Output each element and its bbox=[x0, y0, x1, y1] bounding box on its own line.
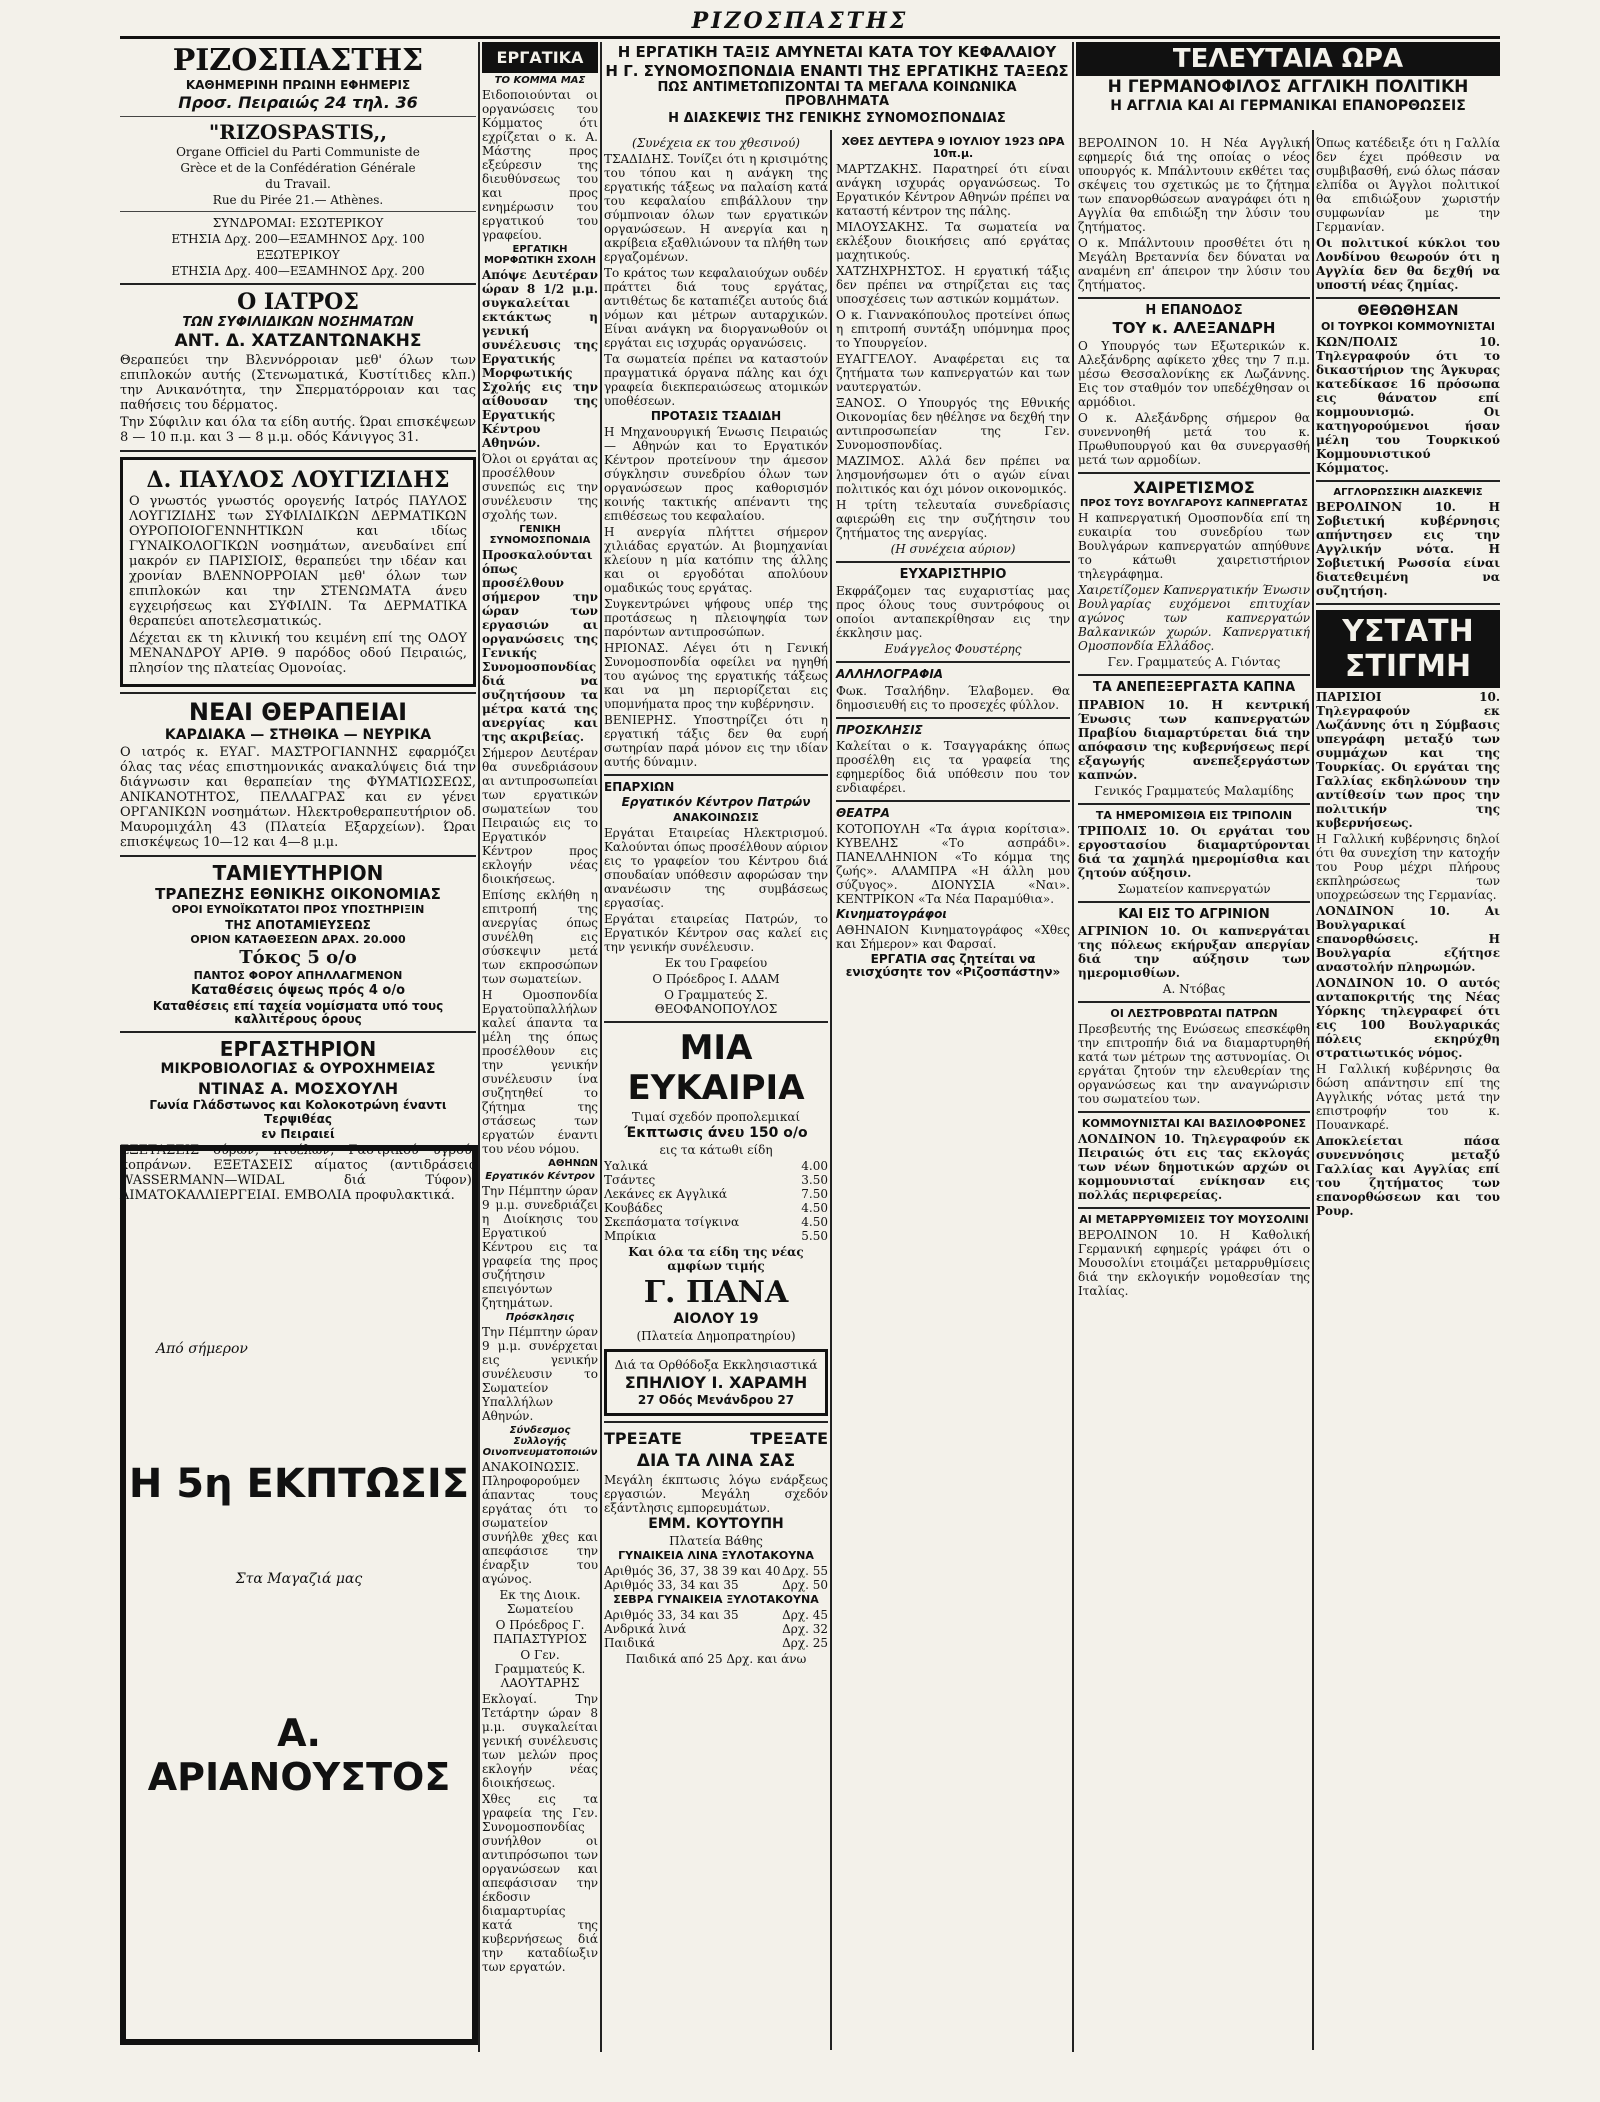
patras-signature: Εκ του Γραφείου bbox=[664, 955, 768, 970]
ergatika-section: Σύνδεσμος Συλλογής Οινοπνευματοποιών bbox=[482, 1425, 598, 1458]
eukairia-ad bbox=[604, 1028, 828, 1417]
news-paragraph: Η Γαλλική κυβέρνησις δηλοί ότι θα συνεχίση την κατοχήν του Ρουρ μέχρι πλήρους εκπληρώσεως των υποχρεώσεων της Γερμανίας. bbox=[1316, 832, 1500, 903]
news-paragraph: ΤΡΙΠΟΛΙΣ 10. Οι εργάται του εργοστασίου διαμαρτύρονται διά τα χαμηλά ημερομίσθια και ζητούν αύξησιν. bbox=[1078, 823, 1310, 880]
running-head: ΡΙΖΟΣΠΑΣΤΗΣ bbox=[691, 8, 909, 34]
subscriptions-title: ΣΥΝΔΡΟΜΑΙ: ΕΣΩΤΕΡΙΚΟΥ bbox=[212, 215, 384, 230]
ergatika-paragraph: Προσκαλούνται όπως προσέλθουν σήμερον την ώραν των εργασιών αι οργανώσεις της Γενικής Συνομοσπονδίας διά να συζητήσουν τα μέτρα κατά της ανεργίας και της ακριβείας. bbox=[482, 548, 598, 744]
invitation-heading: ΠΡΟΣΚΛΗΣΙΣ bbox=[836, 722, 923, 737]
tresate-item-price: Δρχ. 25 bbox=[782, 1636, 828, 1651]
sale-advertisement bbox=[120, 1142, 478, 2045]
column-rule bbox=[478, 42, 480, 2052]
tresate-item bbox=[604, 1608, 828, 1622]
eukairia-note: Και όλα τα είδη της νέας αμφίων τιμής bbox=[628, 1245, 804, 1274]
ergatika-signature: Ο Πρόεδρος Γ. ΠΑΠΑΣΤΥΡΙΟΣ bbox=[493, 1618, 587, 1646]
lead-paragraph: ΜΑΡΤΖΑΚΗΣ. Παρατηρεί ότι είναι ανάγκη ισχυράς οργανώσεως. Το Εργατικόν Κέντρον Αθηνών πρέπει να καταστή κέντρον της πάλης. bbox=[836, 162, 1070, 219]
masthead-address: Προσ. Πειραιώς 24 τηλ. 36 bbox=[178, 93, 418, 113]
tresate-heading: ΤΡΕΞΑΤΕ bbox=[750, 1429, 828, 1449]
lab-title: ΕΡΓΑΣΤΗΡΙΟΝ bbox=[219, 1037, 377, 1062]
sale-sub: Στα Μαγαζιά μας bbox=[235, 1571, 363, 1587]
tresate-item-price: Δρχ. 32 bbox=[782, 1622, 828, 1637]
ergatika-city: ΑΘΗΝΩΝ bbox=[548, 1158, 598, 1169]
latin-line: Grèce et de la Confédération Générale bbox=[180, 160, 416, 175]
top-rule bbox=[120, 36, 1500, 39]
tresate-item-label: Αριθμός 36, 37, 38 39 και 40 bbox=[604, 1563, 781, 1578]
news-paragraph: Ο κ. Μπάλντουιν προσθέτει ότι η Μεγάλη Βρεταννία δεν δύναται να αναμένη επ' άπειρον την λύσιν του ζητήματος. bbox=[1078, 236, 1310, 292]
sale-headline: Η 5η ΕΚΠΤΩΣΙΣ bbox=[128, 1461, 470, 1507]
news-paragraph: Η καπνεργατική Ομοσπονδία επί τη ευκαιρία του συνεδρίου των Βουλγάρων καπνεργατών απηύθυνε το κάτωθι χαιρετιστήριον τηλεγράφημα. bbox=[1078, 511, 1310, 582]
lead-dateline: ΧΘΕΣ ΔΕΥΤΕΡΑ 9 ΙΟΥΛΙΟΥ 1923 ΩΡΑ 10π.μ. bbox=[841, 135, 1065, 161]
pavlos-body: Ο γνωστός γνωστός ορογενής Ιατρός ΠΑΥΛΟΣ ΛΟΥΓΙΖΙΔΗΣ των ΣΥΦΙΛΙΔΙΚΩΝ ΔΕΡΜΑΤΙΚΩΝ ΟΥΡΟΠΟΙΟΓΕΝΝΗΤΙΚΩΝ και ιδίως ΓΥΝΑΙΚΟΛΟΓΙΚΩΝ νοσημάτων, ανευδαίνει επί μακρόν εν ΠΑΡΙΣΙΟΙΣ, θεραπεύει την ιδέαν και χρονίαν ΒΛΕΝΝΟΡΡΟΙΑΝ μεθ' όλων των επιπλοκών και την ΣΤΕΝΩΜΑΤΑ άνευ εγχειρήσεως και ΣΥΦΙΛΙΝ. Τα ΔΕΡΜΑΤΙΚΑ θεραπεύει αποτελεσματικώς. bbox=[129, 494, 467, 630]
eukairia-item-price: 5.50 bbox=[801, 1229, 828, 1244]
news-paragraph: ΠΑΡΙΣΙΟΙ 10. Τηλεγραφούν εκ Λωζάννης ότι η Σύμβασις υπεγράφη μεταξύ των συμμάχων και της Τουρκίας. Οι εργάται της Γαλλίας εκδηλώνουν την αντίθεσίν των προς την πολιτικήν της κυβερνήσεως. bbox=[1316, 690, 1500, 831]
savings-rate: Τόκος 5 ο/ο bbox=[239, 946, 357, 968]
tresate-item-label: Ανδρικά λινά bbox=[604, 1622, 687, 1637]
pavlos-ad bbox=[120, 457, 476, 687]
pavlos-contact: Δέχεται εκ τη κλινική του κειμένη επί της ΟΔΟΥ ΜΕΝΑΝΔΡΟΥ ΑΡΙΘ. 9 παρόδος οδού Πειραιώς, πλησίον της πλατείας Ομονοίας. bbox=[129, 631, 467, 677]
eukairia-name: Γ. ΠΑΝΑ bbox=[643, 1275, 789, 1311]
therapies-sub: ΚΑΡΔΙΑΚΑ — ΣΤΗΘΙΚΑ — ΝΕΥΡΙΚΑ bbox=[164, 726, 432, 743]
ergatika-title: ΕΡΓΑΤΙΚΑ bbox=[482, 42, 598, 73]
ergatika-section: ΓΕΝΙΚΗ ΣΥΝΟΜΟΣΠΟΝΔΙΑ bbox=[489, 524, 591, 546]
correspondence-heading: ΑΛΛΗΛΟΓΡΑΦΙΑ bbox=[836, 667, 944, 682]
tresate-address: Πλατεία Βάθης bbox=[669, 1533, 763, 1548]
theatres-heading: ΘΕΑΤΡΑ bbox=[836, 805, 890, 820]
ergatika-paragraph: Την Πέμπτην ώραν 9 μ.μ. συνεδριάζει η Διοίκησις του Εργατικού Κέντρου εις τα γραφεία της προς συζήτησιν επειγόντων ζητημάτων. bbox=[482, 1184, 598, 1310]
ergatia-appeal: ΕΡΓΑΤΙΑ σας ζητείται να ενισχύσητε τον «Ριζοσπάστην» bbox=[845, 952, 1061, 980]
savings-line: ΤΡΑΠΕΖΗΣ ΕΘΝΙΚΗΣ ΟΙΚΟΝΟΜΙΑΣ bbox=[155, 884, 441, 903]
savings-line: ΤΗΣ ΑΠΟΤΑΜΙΕΥΣΕΩΣ bbox=[225, 917, 371, 932]
eukairia-sub: εις τα κάτωθι είδη bbox=[659, 1143, 773, 1158]
lead-paragraph: Συγκεντρώνει ψήφους υπέρ της προτάσεως η πλειοψηφία των παρόντων αντιπροσώπων. bbox=[604, 597, 828, 640]
patras-heading: Εργατικόν Κέντρον Πατρών bbox=[621, 795, 811, 810]
ergatika-paragraph: Η Ομοσπονδία Εργατοϋπαλλήλων καλεί άπαντα τα μέλη της όπως προσέλθουν εις την γενικήν συνέλευσιν ίνα συζητηθεί το ζήτημα της στάσεως των εργατών έναντι του νέου νόμου. bbox=[482, 988, 598, 1156]
tresate-name: ΕΜΜ. ΚΟΥΤΟΥΠΗ bbox=[648, 1515, 784, 1532]
eukairia-item-label: Λεκάνες εκ Αγγλικά bbox=[604, 1187, 727, 1202]
ergatika-paragraph: Όλοι οι εργάται ας προσέλθουν συνεπώς εις την συνέλευσιν της σχολής των. bbox=[482, 452, 598, 522]
subscriptions-line: ΕΤΗΣΙΑ Δρχ. 200—ΕΞΑΜΗΝΟΣ Δρχ. 100 bbox=[171, 231, 425, 246]
news-heading: ΑΓΓΛΟΡΩΣΣΙΚΗ ΔΙΑΣΚΕΨΙΣ bbox=[1333, 487, 1483, 499]
lead-paragraph: Η τρίτη τελευταία συνεδρίασις αφιερώθη εις την συζήτησιν του ζητήματος της ανεργίας. bbox=[836, 498, 1070, 541]
left-column bbox=[120, 42, 476, 1203]
therapies-body: Ο ιατρός κ. ΕΥΑΓ. ΜΑΣΤΡΟΓΙΑΝΝΗΣ εφαρμόζει όλας τας νέας επιστημονικάς ανακαλύψεις διά την διάγνωσιν και θεραπείαν της ΦΥΜΑΤΙΩΣΕΩΣ, ΑΝΙΚΑΝΟΤΗΤΟΣ, ΠΕΛΛΑΓΡΑΣ και εν γένει ΟΡΓΑΝΙΚΩΝ νοσημάτων. Ηλεκτροθεραπευτήριον οδ. Μαυρομιχάλη 43 (Πλατεία Εξαρχείων). Ώραι επισκέψεως 10—12 και 4—8 μ.μ. bbox=[120, 744, 476, 850]
lead-subhead: ΠΡΟΤΑΣΙΣ ΤΣΑΔΙΔΗ bbox=[650, 409, 782, 423]
lead-paragraph: ΕΥΑΓΓΕΛΟΥ. Αναφέρεται εις τα ζητήματα των καπνεργατών και των ναυτεργατών. bbox=[836, 352, 1070, 395]
cinemas-body: ΑΘΗΝΑΙΟΝ Κινηματογράφος «Χθες και Σήμερον» και Φαρσαί. bbox=[836, 923, 1070, 952]
lab-line: εν Πειραιεί bbox=[261, 1126, 335, 1141]
ergatika-paragraph: Σήμερον Δευτέραν θα συνεδριάσουν αι αντιπροσωπείαι των εργατικών σωματείων του Πειραιώς εις το Εργατικόν Κέντρον προς εκλογήν νέας διοικήσεως. bbox=[482, 746, 598, 886]
thanks-heading: ΕΥΧΑΡΙΣΤΗΡΙΟ bbox=[899, 567, 1007, 583]
tresate-item bbox=[604, 1578, 828, 1592]
ergatika-section: ΕΡΓΑΤΙΚΗ ΜΟΡΦΩΤΙΚΗ ΣΧΟΛΗ bbox=[483, 244, 597, 266]
lead-headline-block bbox=[604, 42, 1070, 130]
column-rule bbox=[1072, 42, 1074, 2052]
last-hour-column-left bbox=[1078, 134, 1310, 2050]
news-heading: ΟΙ ΤΟΥΡΚΟΙ ΚΟΜΜΟΥΝΙΣΤΑΙ bbox=[1321, 320, 1495, 334]
news-paragraph: Αποκλείεται πάσα συνεννόησις μεταξύ Γαλλίας και Αγγλίας επί του ζητήματος των επανορθώσεων και του Ρουρ. bbox=[1316, 1134, 1500, 1219]
savings-line: ΟΡΟΙ ΕΥΝΟΪΚΩΤΑΤΟΙ ΠΡΟΣ ΥΠΟΣΤΗΡΙΞΙΝ bbox=[171, 903, 425, 917]
ergatika-paragraph: Την Πέμπτην ώραν 9 μ.μ. συνέρχεται εις γενικήν συνέλευσιν το Σωματείον Υπαλλήλων Αθηνών. bbox=[482, 1325, 598, 1423]
eukairia-item bbox=[604, 1173, 828, 1187]
patras-signature: Ο Γραμματεύς Σ. ΘΕΟΦΑΝΟΠΟΥΛΟΣ bbox=[654, 987, 778, 1016]
news-heading: ΚΑΙ ΕΙΣ ΤΟ ΑΓΡΙΝΙΟΝ bbox=[1118, 906, 1270, 922]
news-signature: Σωματείον καπνεργατών bbox=[1117, 881, 1271, 896]
lead-continuation: (Συνέχεια εκ του χθεσινού) bbox=[632, 136, 800, 150]
latin-address: Rue du Pirée 21.— Athènes. bbox=[212, 192, 384, 207]
lab-line: Γωνία Γλάδστωνος και Κολοκοτρώνη έναντι Τερψιθέας bbox=[149, 1098, 447, 1126]
eukairia-item-price: 3.50 bbox=[801, 1173, 828, 1188]
final-moment-word: ΣΤΙΓΜΗ bbox=[1344, 649, 1472, 685]
lead-paragraph: ΗΡΙΟΝΑΣ. Λέγει ότι η Γενική Συνομοσπονδία οφείλει να ηγηθή του αγώνος της εργατικής τάξεως και να μη περιορίζεται εις υπομνήματα προς την κυβέρνησιν. bbox=[604, 641, 828, 712]
news-paragraph: Η Γαλλική κυβέρνησις θα δώση απάντησιν επί της Αγγλικής νότας μετά την επιστροφήν του κ. Πουανκαρέ. bbox=[1316, 1062, 1500, 1133]
news-heading: ΟΙ ΛΕΣΤΡΟΒΡΩΤΑΙ ΠΑΤΡΩΝ bbox=[1110, 1007, 1278, 1021]
eukairia-item bbox=[604, 1201, 828, 1215]
tresate-footer: Παιδικά από 25 Δρχ. και άνω bbox=[625, 1652, 807, 1667]
patras-paragraph: Εργάται Εταιρείας Ηλεκτρισμού. Καλούνται όπως προσέλθουν αύριον εις το γραφείον του Κέντρου διά σπουδαίαν υπόθεσιν αφορώσαν την ανανέωσιν της συμβάσεως εργασίας. bbox=[604, 825, 828, 910]
savings-line: Καταθέσεις όψεως πρός 4 ο/ο bbox=[190, 982, 405, 998]
news-signature: Γεν. Γραμματεύς Α. Γιόντας bbox=[1107, 655, 1281, 670]
last-hour-headline: Η ΓΕΡΜΑΝΟΦΙΛΟΣ ΑΓΓΛΙΚΗ ΠΟΛΙΤΙΚΗ bbox=[1107, 77, 1469, 97]
tresate-item-price: Δρχ. 50 bbox=[782, 1577, 828, 1592]
lead-paragraph: ΜΙΛΟΥΣΑΚΗΣ. Τα σωματεία να εκλέξουν διοικήσεις από εργάτας μαχητικούς. bbox=[836, 220, 1070, 263]
tresate-body: Μεγάλη έκπτωσις λόγω ενάρξεως εργασιών. Μεγάλη σχεδόν εξάντλησις εμπορευμάτων. bbox=[604, 1472, 828, 1515]
column-rule bbox=[830, 130, 832, 2050]
invitation-body: Καλείται ο κ. Τσαγγαράκης όπως προσέλθη εις τα γραφεία της εφημερίδος διά υπόθεσιν που τον ενδιαφέρει. bbox=[836, 738, 1070, 795]
charamis-name: ΣΠΗΛΙΟΥ Ι. ΧΑΡΑΜΗ bbox=[624, 1373, 808, 1393]
latin-line: du Travail. bbox=[265, 176, 331, 191]
last-hour-subheadline: Η ΑΓΓΛΙΑ ΚΑΙ ΑΙ ΓΕΡΜΑΝΙΚΑΙ ΕΠΑΝΟΡΘΩΣΕΙΣ bbox=[1110, 97, 1466, 114]
subscriptions-title: ΕΞΩΤΕΡΙΚΟΥ bbox=[256, 247, 340, 262]
doctor-specialty: ΤΩΝ ΣΥΦΙΛΙΔΙΚΩΝ ΝΟΣΗΜΑΤΩΝ bbox=[182, 314, 414, 330]
final-moment-banner bbox=[1316, 610, 1500, 688]
ergatika-paragraph: Χθες εις τα γραφεία της Γεν. Συνομοσπονδίας συνήλθον οι αντιπρόσωποι των οργανώσεων και απεφάσισαν την έκδοσιν διαμαρτυρίας κατά της κυβερνήσεως διά την καταδίωξιν των εργατών. bbox=[482, 1792, 598, 1974]
news-heading: ΤΟΥ κ. ΑΛΕΞΑΝΔΡΗ bbox=[1112, 319, 1276, 338]
ergatika-signature: Εκ της Διοικ. Σωματείου bbox=[499, 1588, 581, 1616]
eukairia-item-price: 4.50 bbox=[801, 1215, 828, 1230]
tresate-category: ΓΥΝΑΙΚΕΙΑ ΛΙΝΑ ΞΥΛΟΤΑΚΟΥΝΑ bbox=[618, 1548, 814, 1562]
news-paragraph: ΚΩΝ/ΠΟΛΙΣ 10. Τηλεγραφούν ότι το δικαστήριον της Άγκυρας κατεδίκασε 16 πρόσωπα εις θάνατον επί κομμουνισμώ. Οι κατηγορούμενοι ήσαν μέλη του Τουρκικού Κομμουνιστικού Κόμματος. bbox=[1316, 335, 1500, 476]
eukairia-price-list bbox=[604, 1159, 828, 1243]
lead-paragraph: Το κράτος των κεφαλαιούχων ουδέν πράττει διά τους εργάτας, αντιθέτως δε καταπιέζει αυτούς διά νόμων και μέτρων αυταρχικών. Είναι ανάγκη να διοργανωθούν οι εργάται εις ισχυράς οργανώσεις. bbox=[604, 266, 828, 350]
news-signature: Γενικός Γραμματεύς Μαλαμίδης bbox=[1094, 783, 1294, 798]
news-paragraph: ΒΕΡΟΛΙΝΟΝ 10. Η Καθολική Γερμανική εφημερίς γράφει ότι ο Μουσολίνι ετοιμάζει μεταρρυθμίσεις διά την εκλογικήν νομοθεσίαν της Ιταλίας. bbox=[1078, 1228, 1310, 1299]
eukairia-item-label: Μπρίκια bbox=[604, 1229, 657, 1244]
last-hour-column-right bbox=[1316, 134, 1500, 2050]
eukairia-item-label: Υαλικά bbox=[604, 1159, 648, 1174]
news-heading: ΧΑΙΡΕΤΙΣΜΟΣ bbox=[1133, 477, 1255, 497]
tresate-item-price: Δρχ. 45 bbox=[782, 1608, 828, 1623]
last-hour-block bbox=[1076, 42, 1500, 130]
eukairia-item bbox=[604, 1229, 828, 1243]
latin-title: "RIZOSPASTIS,, bbox=[208, 119, 388, 144]
lead-paragraph: ΧΑΤΖΗΧΡΗΣΤΟΣ. Η εργατική τάξις δεν πρέπει να στηρίζεται εις τας υποσχέσεις των αστικών κομμάτων. bbox=[836, 264, 1070, 307]
lead-column-right bbox=[836, 134, 1070, 2050]
ergatika-section: ΤΟ ΚΟΜΜΑ ΜΑΣ bbox=[494, 75, 586, 86]
news-quote: Χαιρετίζομεν Καπνεργατικήν Ένωσιν Βουλγαρίας ευχόμενοι επιτυχίαν αγώνος των καπνεργατών Βαλκανικών χωρών. Καπνεργατική Ομοσπονδία Ελλάδος. bbox=[1078, 583, 1310, 654]
news-paragraph: ΑΓΡΙΝΙΟΝ 10. Οι καπνεργάται της πόλεως εκήρυξαν απεργίαν διά την αύξησιν των ημερομισθίων. bbox=[1078, 924, 1310, 981]
news-paragraph: Ο κ. Αλεξάνδρης σήμερον θα συνεννοηθή μετά του κ. Πρωθυπουργού και θα συνεργασθή μετά των αρμοδίων. bbox=[1078, 410, 1310, 467]
ergatika-signature: Ο Γεν. Γραμματεύς Κ. ΛΑΟΥΤΑΡΗΣ bbox=[494, 1648, 586, 1690]
news-heading: ΘΕΘΩΘΗΣΑΝ bbox=[1357, 303, 1459, 319]
thanks-body: Εκφράζομεν τας ευχαριστίας μας προς όλους τους συντρόφους οι οποίοι ανταπεκρίθησαν εις την έκκλησιν μας. bbox=[836, 584, 1070, 641]
tresate-category: ΣΕΒΡΑ ΓΥΝΑΙΚΕΙΑ ΞΥΛΟΤΑΚΟΥΝΑ bbox=[613, 1592, 819, 1606]
tresate-item-label: Παιδικά bbox=[604, 1636, 655, 1651]
lead-paragraph: Ο κ. Γιαννακόπουλος προτείνει όπως η επιτροπή συντάξη υπόμνημα προς το Υπουργείον. bbox=[836, 308, 1070, 351]
news-paragraph: ΛΟΝΔΙΝΟΝ 10. Ο αυτός ανταποκριτής της Νέας Υόρκης τηλεγραφεί ότι εις 100 Βουλγαρικάς πόλεις εκηρύχθη στρατιωτικός νόμος. bbox=[1316, 976, 1500, 1061]
lead-subheadline: Η ΔΙΑΣΚΕΨΙΣ ΤΗΣ ΓΕΝΙΚΗΣ ΣΥΝΟΜΟΣΠΟΝΔΙΑΣ bbox=[668, 110, 1006, 126]
charamis-address: 27 Οδός Μενάνδρου 27 bbox=[637, 1393, 795, 1408]
ergatika-paragraph: Ειδοποιούνται οι οργανώσεις του Κόμματος ότι εχρίζεται ο κ. Α. Μάστης προς εξεύρεσιν της διευθύνσεως του και προς ενημέρωσιν του εργατικού του γραφείου. bbox=[482, 88, 598, 242]
news-heading: Η ΕΠΑΝΟΔΟΣ bbox=[1145, 303, 1243, 318]
tresate-price-list bbox=[604, 1564, 828, 1592]
tresate-item bbox=[604, 1564, 828, 1578]
news-paragraph: Οι πολιτικοί κύκλοι του Λονδίνου θεωρούν ότι η Αγγλία δεν θα δεχθή να υποστή νέας ζημίας. bbox=[1316, 236, 1500, 292]
news-signature: Α. Ντόβας bbox=[1162, 982, 1226, 997]
savings-title: ΤΑΜΙΕΥΤΗΡΙΟΝ bbox=[212, 860, 384, 885]
doctor-body: Θεραπεύει την Βλεννόρροιαν μεθ' όλων των επιπλοκών αυτής (Στενωματικά, Κυστίτιδες κλπ.) την Ανικανότητα, την Σπερματόρροιαν και τας παθήσεις του δέρματος. bbox=[120, 352, 476, 413]
doctor-name: ΑΝΤ. Δ. ΧΑΤΖΑΝΤΩΝΑΚΗΣ bbox=[174, 331, 422, 352]
final-moment-word: ΥΣΤΑΤΗ bbox=[1342, 614, 1474, 650]
news-paragraph: ΛΟΝΔΙΝΟΝ 10. Αι Βουλγαρικαί επανορθώσεις. Η Βουλγαρία εζήτησε αναστολήν πληρωμών. bbox=[1316, 904, 1500, 975]
news-paragraph: Πρεσβευτής της Ενώσεως επεσκέφθη την επιτροπήν διά να διαμαρτυρηθή κατά των μέτρων της αστυνομίας. Οι εργάται ζητούν την ελευθερίαν της οργανώσεως και την αναγνώρισιν του σωματείου των. bbox=[1078, 1022, 1310, 1107]
lead-paragraph: ΜΑΖΙΜΟΣ. Αλλά δεν πρέπει να λησμονήσωμεν ότι ο αγών είναι πολιτικός και όχι μόνον οικονομικός. bbox=[836, 454, 1070, 497]
eukairia-address: ΑΙΟΛΟΥ 19 bbox=[673, 1311, 759, 1328]
news-paragraph: ΠΡΑΒΙΟΝ 10. Η κεντρική Ένωσις των καπνεργατών Πραβίου διαμαρτύρεται διά την απόφασιν της κυβερνήσεως περί εξαγωγής ανεπεξεργάστων καπνών. bbox=[1078, 697, 1310, 782]
eukairia-item-label: Σκεπάσματα τσίγκινα bbox=[604, 1215, 740, 1230]
last-hour-banner: ΤΕΛΕΥΤΑΙΑ ΩΡΑ bbox=[1076, 42, 1500, 76]
eukairia-item-price: 4.50 bbox=[801, 1201, 828, 1216]
charamis-ad bbox=[604, 1349, 828, 1416]
therapies-heading: ΝΕΑΙ ΘΕΡΑΠΕΙΑΙ bbox=[188, 698, 408, 727]
sale-store: Α. ΑΡΙΑΝΟΥΣΤΟΣ bbox=[147, 1711, 451, 1799]
tresate-item-label: Αριθμός 33, 34 και 35 bbox=[604, 1577, 739, 1592]
column-rule bbox=[600, 42, 602, 2052]
eukairia-item-label: Τσάντες bbox=[604, 1173, 656, 1188]
patras-signature: Ο Πρόεδρος Ι. ΑΔΑΜ bbox=[652, 971, 780, 986]
eukairia-address: (Πλατεία Δημοπρατηρίου) bbox=[636, 1329, 796, 1344]
savings-line: Καταθέσεις επί ταχεία νομίσματα υπό τους καλλιτέρους όρους bbox=[152, 998, 444, 1027]
ergatika-paragraph: Εκλογαί. Την Τετάρτην ώραν 8 μ.μ. συγκαλείται γενική συνέλευσις των μελών προς εκλογήν νέας διοικήσεως. bbox=[482, 1692, 598, 1790]
sale-from-today: Από σήμερον bbox=[156, 1341, 248, 1357]
eukairia-discount: Έκπτωσις άνευ 150 ο/ο bbox=[624, 1124, 808, 1141]
tresate-item-price: Δρχ. 55 bbox=[782, 1563, 828, 1578]
lead-paragraph: ΒΕΝΙΕΡΗΣ. Υποστηρίζει ότι η εργατική τάξις δεν θα ευρή σωτηρίαν παρά μόνον εις την ιδίαν αυτής δύναμιν. bbox=[604, 713, 828, 770]
eukairia-item-price: 7.50 bbox=[801, 1187, 828, 1202]
savings-line: ΟΡΙΟΝ ΚΑΤΑΘΕΣΕΩΝ ΔΡΑΧ. 20.000 bbox=[190, 932, 406, 946]
charamis-line: Διά τα Ορθόδοξα Εκκλησιαστικά bbox=[614, 1358, 818, 1373]
patras-paragraph: Εργάται εταιρείας Πατρών, το Εργατικόν Κέντρον σας καλεί εις την γενικήν συνέλευσιν. bbox=[604, 911, 828, 954]
lab-line: ΜΙΚΡΟΒΙΟΛΟΓΙΑΣ & ΟΥΡΟΧΗΜΕΙΑΣ bbox=[160, 1061, 436, 1078]
lead-headline: Η ΕΡΓΑΤΙΚΗ ΤΑΞΙΣ ΑΜΥΝΕΤΑΙ ΚΑΤΑ ΤΟΥ ΚΕΦΑΛΑΙΟΥ bbox=[617, 43, 1057, 61]
lead-paragraph: ΤΣΑΔΙΔΗΣ. Τονίζει ότι η κρισιμότης του τόπου και η ανάγκη της εργατικής τάξεως να παλαίση κατά του κεφαλαίου επιβάλλουν την σύμπνοιαν όλων των εργατικών οργανώσεων. Η ανεργία και η ακρίβεια εξαθλιώνουν τα πλήθη των εργαζομένων. bbox=[604, 152, 828, 264]
tresate-item bbox=[604, 1636, 828, 1650]
lead-continued: (Η συνέχεια αύριον) bbox=[890, 542, 1016, 557]
eukairia-item-price: 4.00 bbox=[801, 1159, 828, 1174]
provinces-heading: ΕΠΑΡΧΙΩΝ bbox=[604, 780, 675, 795]
news-heading: ΑΙ ΜΕΤΑΡΡΥΘΜΙΣΕΙΣ ΤΟΥ ΜΟΥΣΟΛΙΝΙ bbox=[1079, 1213, 1309, 1227]
news-heading: ΚΟΜΜΟΥΝΙΣΤΑΙ ΚΑΙ ΒΑΣΙΛΟΦΡΟΝΕΣ bbox=[1081, 1117, 1307, 1131]
lab-owner: ΝΤΙΝΑΣ Α. ΜΟΣΧΟΥΛΗ bbox=[197, 1078, 399, 1098]
eukairia-sub: Τιμαί σχεδόν προπολεμικαί bbox=[631, 1109, 801, 1124]
masthead-subtitle: ΚΑΘΗΜΕΡΙΝΗ ΠΡΩΙΝΗ ΕΦΗΜΕΡΙΣ bbox=[185, 78, 411, 92]
eukairia-item bbox=[604, 1187, 828, 1201]
ergatika-paragraph: ΑΝΑΚΟΙΝΩΣΙΣ. Πληροφορούμεν άπαντας τους εργάτας ότι το σωματείον συνήλθε χθες και απεφάσισε την έναρξιν του αγώνος. bbox=[482, 1460, 598, 1586]
pavlos-name: Δ. ΠΑΥΛΟΣ ΛΟΥΓΙΖΙΔΗΣ bbox=[146, 466, 450, 493]
doctor-hours: Την Σύφιλιν και όλα τα είδη αυτής. Ώραι επισκέψεων 8 — 10 π.μ. και 3 — 8 μ.μ. οδός Κάνιγγος 31. bbox=[120, 414, 476, 445]
tresate-heading: ΤΡΕΞΑΤΕ bbox=[604, 1429, 682, 1449]
thanks-signature: Ευάγγελος Φουστέρης bbox=[884, 642, 1022, 657]
lead-headline: Η Γ. ΣΥΝΟΜΟΣΠΟΝΔΙΑ ΕΝΑΝΤΙ ΤΗΣ ΕΡΓΑΤΙΚΗΣ ΤΑΞΕΩΣ bbox=[605, 61, 1069, 80]
eukairia-heading: ΜΙΑ ΕΥΚΑΙΡΙΑ bbox=[627, 1027, 805, 1108]
lead-paragraph: Τα σωματεία πρέπει να καταστούν πραγματικά όργανα πάλης και όχι γραφεία διεκπεραιώσεως ατομικών υποθέσεων. bbox=[604, 352, 828, 408]
tresate-sub: ΔΙΑ ΤΑ ΛΙΝΑ ΣΑΣ bbox=[636, 1450, 796, 1471]
column-rule bbox=[1312, 130, 1314, 2050]
ergatika-section: Εργατικόν Κέντρον bbox=[485, 1171, 595, 1182]
eukairia-item-label: Κουβάδες bbox=[604, 1201, 663, 1216]
ergatika-paragraph: Απόψε Δευτέραν ώραν 8 1/2 μ.μ. συγκαλείται εκτάκτως η γενική συνέλευσις της Εργατικής Μορφωτικής Σχολής εις την αίθουσαν της Εργατικής Κέντρου Αθηνών. bbox=[482, 268, 598, 450]
ergatika-column bbox=[482, 42, 598, 2050]
tresate-ad bbox=[604, 1428, 828, 1666]
news-paragraph: Ο Υπουργός των Εξωτερικών κ. Αλεξάνδρης αφίκετο χθες την 7 π.μ. μέσω Θεσσαλονίκης εκ Λωζάννης. Εις τον σταθμόν τον υπεδέχθησαν οι αρμόδιοι. bbox=[1078, 338, 1310, 409]
news-paragraph: ΒΕΡΟΛΙΝΟΝ 10. Η Νέα Αγγλική εφημερίς διά της οποίας ο νέος υπουργός κ. Μπάλντουιν εκθέτει τας σκέψεις του σχετικώς με το ζήτημα των επανορθώσεων αναγράφει ότι η Αγγλία θα επιδιώξη την λύσιν του ζητήματος. bbox=[1078, 136, 1310, 234]
doctor-heading: Ο ΙΑΤΡΟΣ bbox=[237, 288, 359, 315]
eukairia-item bbox=[604, 1159, 828, 1173]
ergatika-section: Πρόσκλησις bbox=[505, 1312, 575, 1323]
lead-paragraph: Η Μηχανουργική Ένωσις Πειραιώς — Αθηνών και το Εργατικόν Κέντρον προτείνουν την άμεσον σύγκλησιν συνεδρίου όλων των οργανώσεων προς καθορισμόν κοινής τακτικής απέναντι της επιθέσεως του κεφαλαίου. bbox=[604, 425, 828, 524]
lead-paragraph: ΞΑΝΟΣ. Ο Υπουργός της Εθνικής Οικονομίας δεν ηθέλησε να δεχθή την αντιπροσωπείαν της Γεν. Συνομοσπονδίας. bbox=[836, 396, 1070, 453]
news-paragraph: ΒΕΡΟΛΙΝΟΝ 10. Η Σοβιετική κυβέρνησις απήντησεν εις την Αγγλικήν νότα. Η Σοβιετική Ρωσσία είναι διατεθειμένη να συζητήση. bbox=[1316, 500, 1500, 599]
latin-line: Organe Officiel du Parti Communiste de bbox=[176, 144, 420, 159]
savings-line: ΠΑΝΤΟΣ ΦΟΡΟΥ ΑΠΗΛΛΑΓΜΕΝΟΝ bbox=[193, 968, 403, 982]
tresate-item-label: Αριθμός 33, 34 και 35 bbox=[604, 1608, 739, 1623]
news-paragraph: Όπως κατέδειξε ότι η Γαλλία δεν έχει πρόθεσιν να συμβιβασθή, ενώ όλως πάσαν ελπίδα οι Άγγλοι πολιτικοί θα επιδιώξουν χωριστήν συμφωνίαν με την Γερμανίαν. bbox=[1316, 136, 1500, 234]
lead-paragraph: Η ανεργία πλήττει σήμερον χιλιάδας εργατών. Αι βιομηχανίαι κλείουν η μία κατόπιν της άλλης και οι εργοδόται απολύουν ομαδικώς τους εργάτας. bbox=[604, 525, 828, 596]
patras-sub: ΑΝΑΚΟΙΝΩΣΙΣ bbox=[673, 810, 759, 824]
correspondence-body: Φωκ. Τσαλήδην. Έλαβομεν. Θα δημοσιευθή εις το προσεχές φύλλον. bbox=[836, 683, 1070, 712]
theatres-body: ΚΟΤΟΠΟΥΛΗ «Τα άγρια κορίτσια». ΚΥΒΕΛΗΣ «Το ασπράδι». ΠΑΝΕΛΛΗΝΙΟΝ «Το κόμμα της ζωής». ΑΛΑΜΠΡΑ «Η άλλη μου σύζυγος». ΔΙΟΝΥΣΙΑ «Ναι». ΚΕΝΤΡΙΚΟΝ «Τα Νέα Παραμύθια». bbox=[836, 822, 1070, 907]
eukairia-item bbox=[604, 1215, 828, 1229]
lead-subheadline: ΠΩΣ ΑΝΤΙΜΕΤΩΠΙΖΟΝΤΑΙ ΤΑ ΜΕΓΑΛΑ ΚΟΙΝΩΝΙΚΑ ΠΡΟΒΛΗΜΑΤΑ bbox=[657, 80, 1017, 110]
ergatika-paragraph: Επίσης εκλήθη η επιτροπή της ανεργίας όπως συνέλθη εις σύσκεψιν μετά των εκπροσώπων των σωματείων. bbox=[482, 888, 598, 986]
tresate-item bbox=[604, 1622, 828, 1636]
lead-column-left bbox=[604, 134, 828, 2050]
news-heading: ΤΑ ΗΜΕΡΟΜΙΣΘΙΑ ΕΙΣ ΤΡΙΠΟΛΙΝ bbox=[1095, 808, 1293, 822]
tresate-price-list bbox=[604, 1608, 828, 1650]
news-paragraph: ΛΟΝΔΙΝΟΝ 10. Τηλεγραφούν εκ Πειραιώς ότι εις τας εκλογάς των νέων δημοτικών αρχών οι κομμουνισταί ενίκησαν εις πολλάς περιφερείας. bbox=[1078, 1132, 1310, 1203]
news-subheading: ΠΡΟΣ ΤΟΥΣ ΒΟΥΛΓΑΡΟΥΣ ΚΑΠΝΕΡΓΑΤΑΣ bbox=[1080, 498, 1308, 510]
subscriptions-line: ΕΤΗΣΙΑ Δρχ. 400—ΕΞΑΜΗΝΟΣ Δρχ. 200 bbox=[171, 263, 425, 278]
masthead-title: ΡΙΖΟΣΠΑΣΤΗΣ bbox=[172, 43, 424, 78]
lab-body: ΕΞΕΤΑΣΕΙΣ ούρων, πτυέλων, Γαστρικού υγρού, κοπράνων. ΕΞΕΤΑΣΕΙΣ αίματος (αντιδράσεις WASSERMANN—WIDAL διά Τύφον). ΑΙΜΑΤΟΚΑΛΛΙΕΡΓΕΙΑΙ. ΕΜΒΟΛΙΑ προφυλακτικά. bbox=[120, 1142, 476, 1203]
cinemas-heading: Κινηματογράφοι bbox=[836, 907, 947, 922]
news-heading: ΤΑ ΑΝΕΠΕΞΕΡΓΑΣΤΑ ΚΑΠΝΑ bbox=[1092, 680, 1296, 696]
